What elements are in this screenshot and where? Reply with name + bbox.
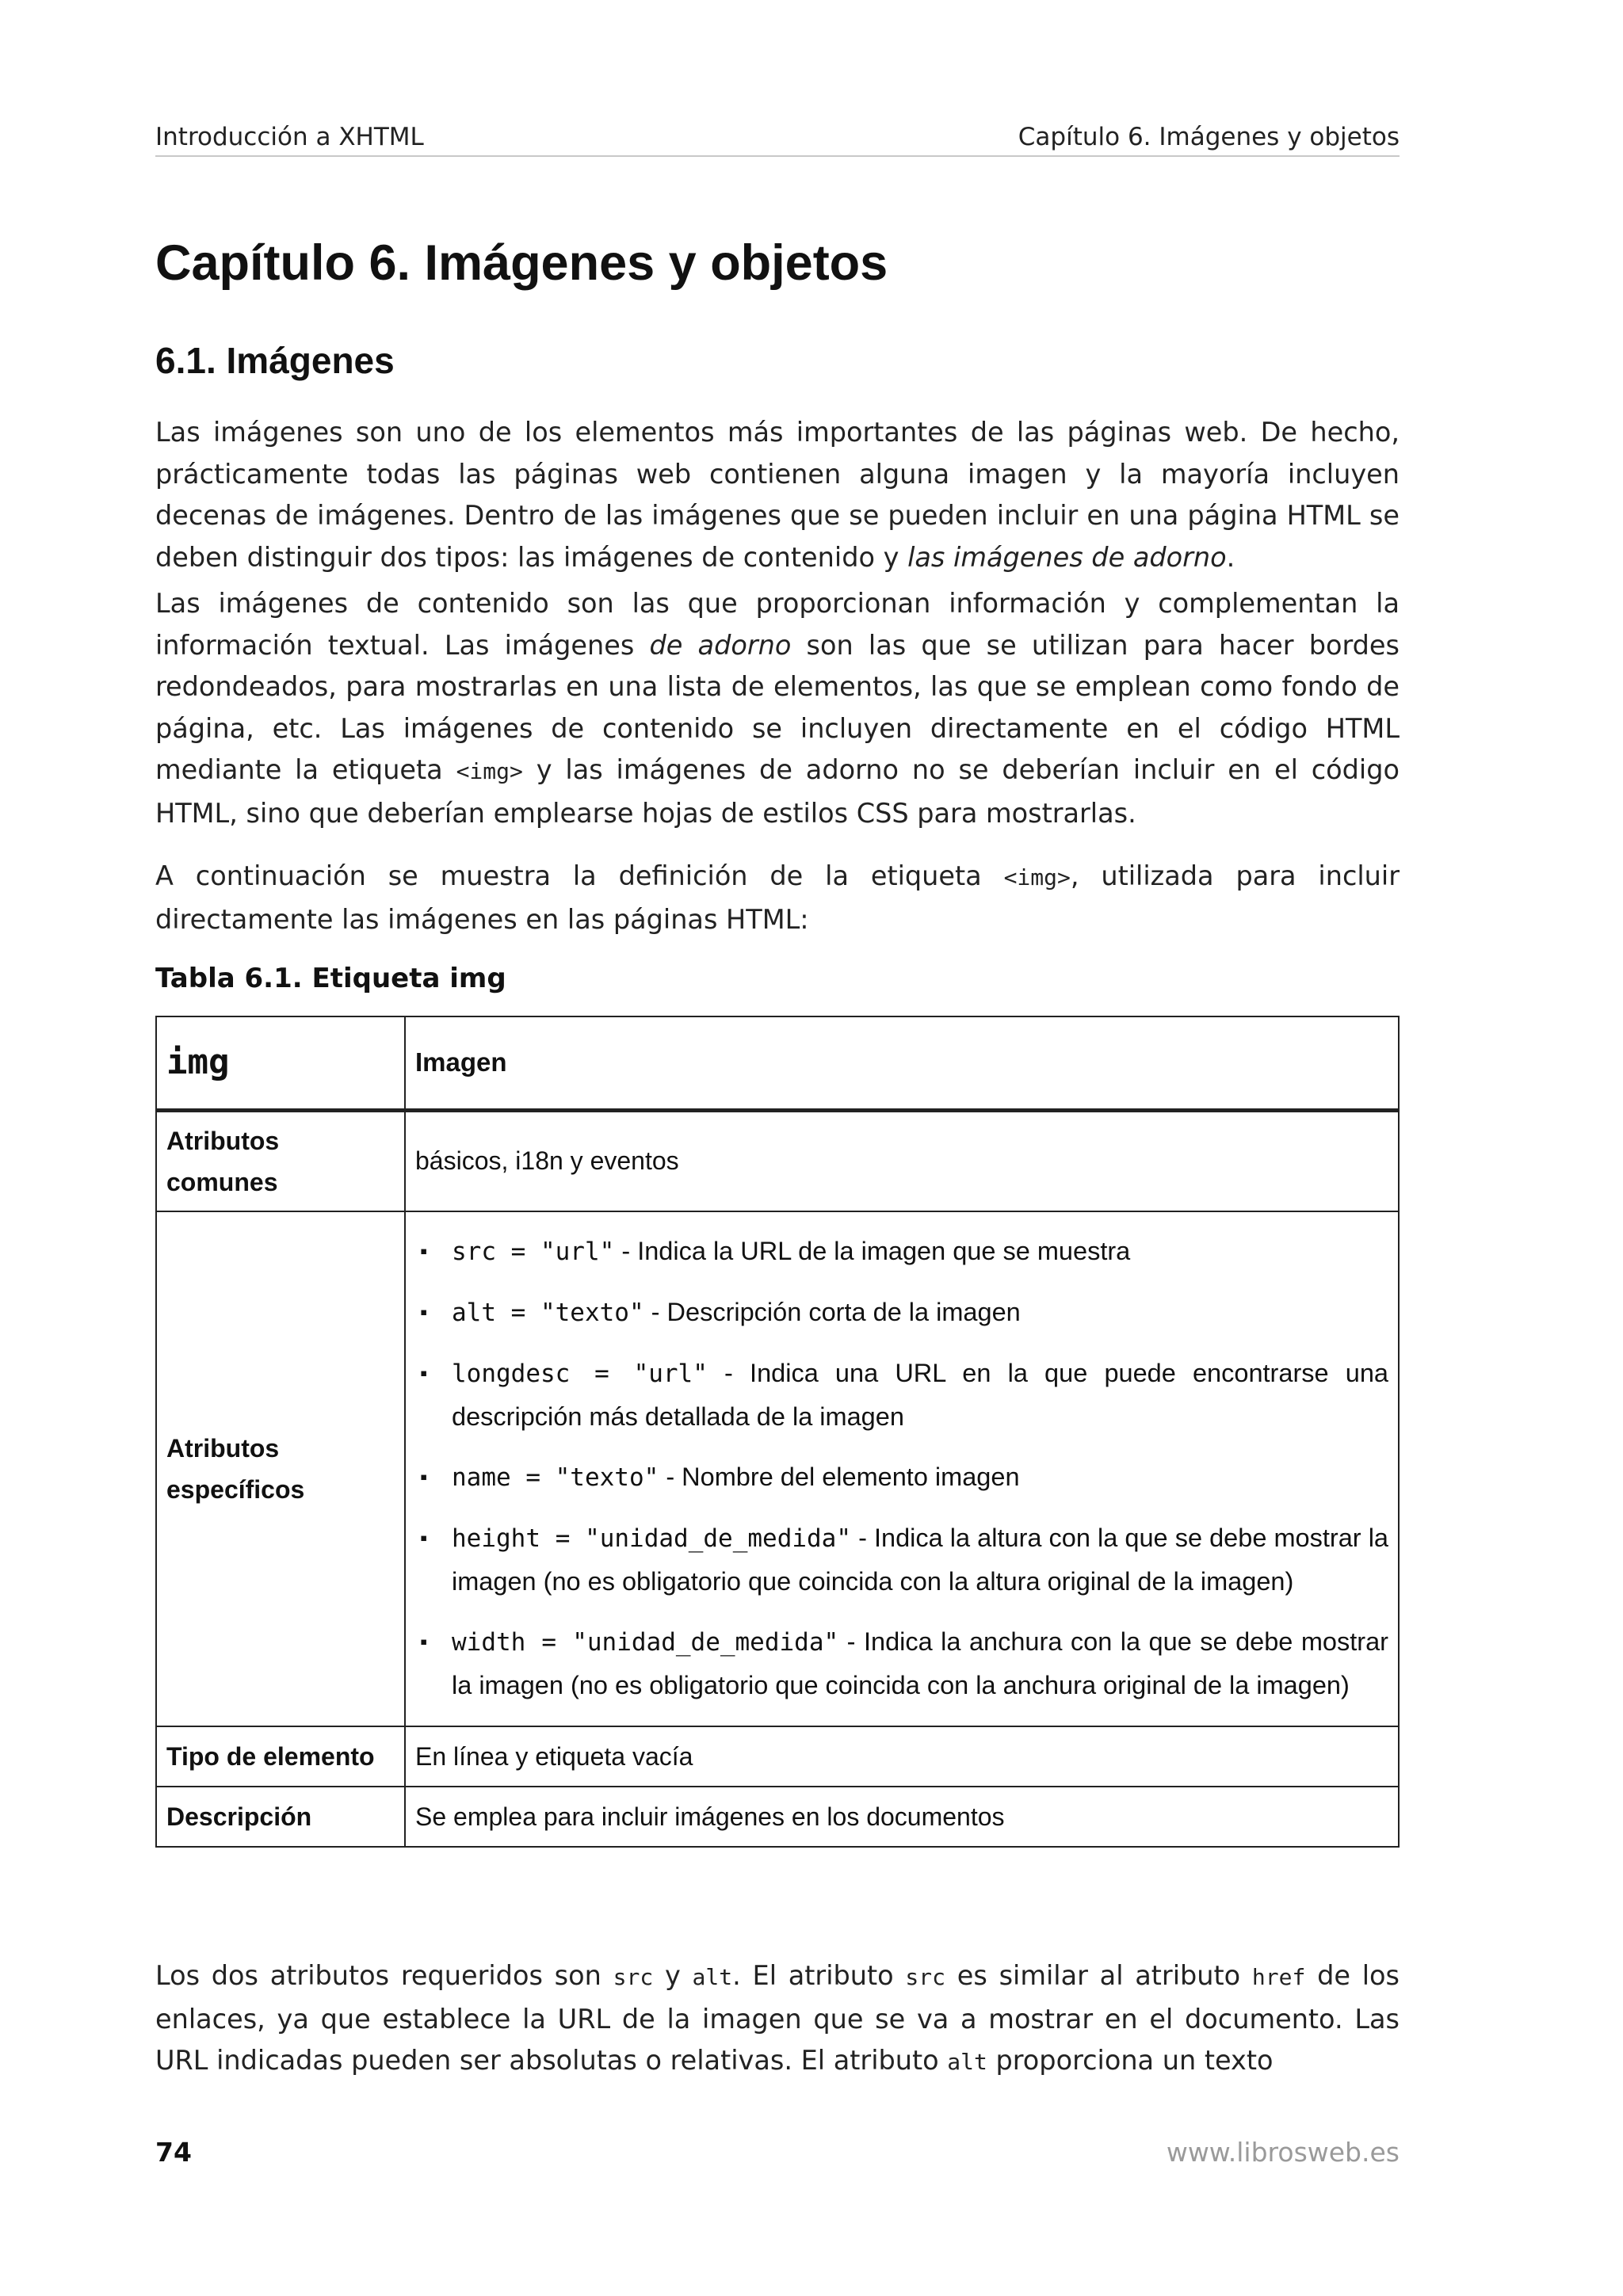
paragraph-4-code-src: src [613,1964,654,1990]
attribute-code: width = "unidad_de_medida" [452,1628,839,1657]
paragraph-3 [155,856,1400,940]
running-header [155,119,1400,157]
attribute-description: - Indica la URL de la imagen que se muestra [614,1237,1131,1265]
paragraph-3-text-b: , utilizada para incluir directamente las imágenes en las páginas HTML: [155,860,1400,935]
paragraph-3-code: <img> [1003,864,1071,891]
bullet-icon: ▪ [420,1526,428,1550]
attribute-code: alt = "texto" [452,1299,644,1327]
bullet-icon: ▪ [420,1465,428,1489]
common-attributes-label: Atributos comunes [156,1110,405,1211]
attribute-item-height [415,1516,1388,1603]
img-tag-table [155,1016,1400,1848]
paragraph-2 [155,583,1400,834]
paragraph-4-code-alt-2: alt [947,2049,987,2075]
common-attributes-value: básicos, i18n y eventos [405,1110,1399,1211]
table-tag-description: Imagen [405,1016,1399,1110]
paragraph-4-text-c: . El atributo [732,1960,906,1991]
page-number: 74 [155,2137,192,2168]
paragraph-1 [155,412,1400,578]
paragraph-1-end: . [1226,541,1235,573]
attribute-description: - Indica la altura con la que se debe mostrar la imagen (no es obligatorio que coincida con la altura original de la imagen) [452,1524,1388,1596]
attribute-description: - Descripción corta de la imagen [643,1298,1021,1326]
paragraph-4 [155,1955,1400,2084]
bullet-icon: ▪ [420,1630,428,1653]
footer-website: www.librosweb.es [1166,2137,1400,2168]
attribute-description: - Indica la anchura con la que se debe mostrar la imagen (no es obligatorio que coincida con la anchura original de la imagen) [452,1627,1388,1699]
description-value: Se emplea para incluir imágenes en los documentos [405,1787,1399,1847]
paragraph-4-text-a: Los dos atributos requeridos son [155,1960,613,1991]
table-row-description [156,1787,1399,1847]
paragraph-4-text-b: y [653,1960,693,1991]
description-label: Descripción [156,1787,405,1847]
attribute-item-alt [415,1291,1388,1334]
table-tag-name: img [156,1016,405,1110]
page-footer [155,2133,1400,2172]
paragraph-1-text: Las imágenes son uno de los elementos más importantes de las páginas web. De hecho, prácticamente todas las páginas web contienen alguna imagen y la mayoría incluyen decenas de imágenes. Dentro de las imágenes que se pueden incluir en una página HTML se deben distinguir dos tipos: las imágenes de contenido y [155,417,1400,573]
table-row-header [156,1016,1399,1110]
paragraph-4-text-e: de los enlaces, ya que establece la URL de la imagen que se va a mostrar en el documento. Las URL indicadas pueden ser absolutas o relativas. El atributo [155,1960,1400,2076]
document-page [155,0,1400,2296]
element-type-label: Tipo de elemento [156,1726,405,1787]
table-row-specific-attributes [156,1211,1399,1726]
paragraph-4-code-alt: alt [692,1964,733,1990]
attribute-item-name [415,1455,1388,1499]
paragraph-2-text-c: y las imágenes de adorno no se deberían incluir en el código HTML, sino que deberían emplearse hojas de estilos CSS para mostrarlas. [155,754,1400,829]
chapter-title: Capítulo 6. Imágenes y objetos [155,235,888,291]
paragraph-3-text-a: A continuación se muestra la definición de la etiqueta [155,860,1004,891]
paragraph-4-text-d: es similar al atributo [945,1960,1252,1991]
attribute-code: name = "texto" [452,1463,659,1492]
specific-attributes-cell [405,1211,1399,1726]
attribute-code: longdesc = "url" [452,1360,708,1388]
paragraph-2-emphasis: de adorno [649,629,792,661]
paragraph-4-text-f: proporciona un texto [987,2045,1274,2076]
bullet-icon: ▪ [420,1300,428,1324]
paragraph-2-text-a: Las imágenes de contenido son las que proporcionan información y complementan la información textual. Las imágenes [155,588,1400,661]
paragraph-2-code: <img> [456,758,523,784]
table-caption: Tabla 6.1. Etiqueta img [155,963,506,994]
section-title: 6.1. Imágenes [155,340,395,381]
attribute-description: - Nombre del elemento imagen [659,1463,1020,1491]
header-book-title: Introducción a XHTML [155,123,424,151]
paragraph-4-code-href: href [1251,1964,1306,1990]
attribute-description: - Indica una URL en la que puede encontrarse una descripción más detallada de la imagen [452,1359,1388,1431]
paragraph-2-text-b: son las que se utilizan para hacer bordes redondeados, para mostrarlas en una lista de elementos, las que se emplean como fondo de página, etc. Las imágenes de contenido se incluyen directamente en el código HTML mediante la etiqueta [155,629,1400,785]
element-type-value: En línea y etiqueta vacía [405,1726,1399,1787]
table-row-common-attributes [156,1110,1399,1211]
table-row-element-type [156,1726,1399,1787]
bullet-icon: ▪ [420,1361,428,1385]
paragraph-4-code-src-2: src [905,1964,945,1990]
attribute-item-width [415,1620,1388,1707]
paragraph-1-emphasis: las imágenes de adorno [907,541,1227,573]
attribute-item-longdesc [415,1352,1388,1438]
attribute-item-src [415,1230,1388,1273]
attribute-code: height = "unidad_de_medida" [452,1524,852,1553]
attribute-code: src = "url" [452,1238,615,1266]
header-chapter-title: Capítulo 6. Imágenes y objetos [1018,123,1400,151]
attribute-list [415,1230,1388,1707]
specific-attributes-label: Atributos específicos [156,1211,405,1726]
bullet-icon: ▪ [420,1239,428,1263]
